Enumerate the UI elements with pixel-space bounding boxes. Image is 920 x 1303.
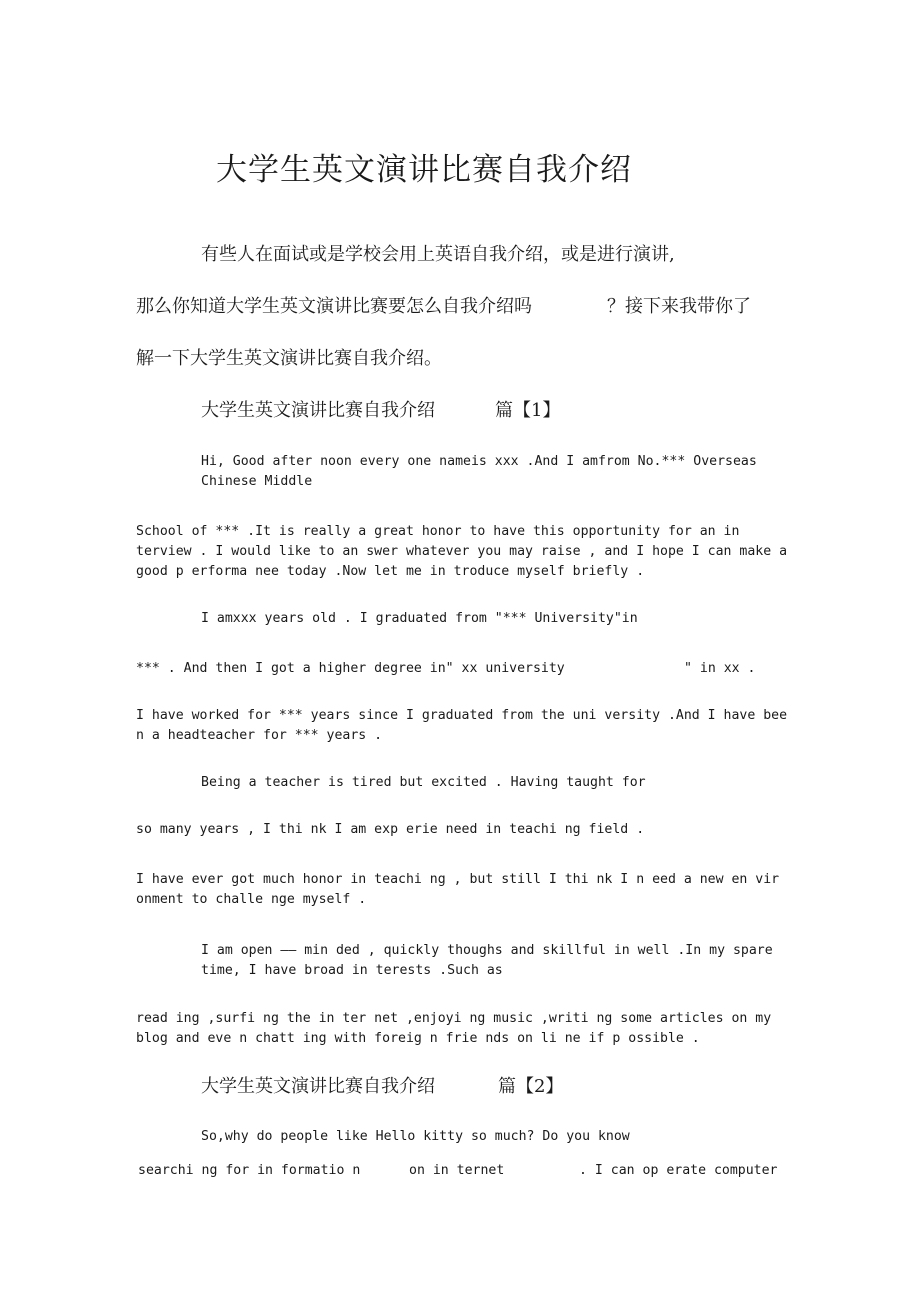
body-line: I have worked for *** years since I graduated from the uni versity .And I have bee bbox=[136, 708, 788, 723]
intro-line-3: 解一下大学生英文演讲比赛自我介绍。 bbox=[136, 348, 442, 369]
body-line: blog and eve n chatt ing with foreig n frie nds on li ne if p ossible . bbox=[136, 1031, 700, 1046]
body-line: *** . And then I got a higher degree in" xx university bbox=[136, 661, 565, 676]
section-1-heading: 大学生英文演讲比赛自我介绍 bbox=[201, 400, 435, 421]
intro-line-2-end: ？接下来我带你了 bbox=[607, 296, 751, 317]
body-line: read ing ,surfi ng the in ter net ,enjoyi ng music ,writi ng some articles on my bbox=[136, 1011, 772, 1026]
body-line: n a headteacher for *** years . bbox=[136, 728, 383, 743]
body-line-end: " in xx . bbox=[684, 661, 756, 676]
body-line: time, I have broad in terests .Such as bbox=[201, 963, 503, 978]
body-line: So,why do people like Hello kitty so much? Do you know bbox=[201, 1129, 630, 1144]
body-line: Hi, Good after noon every one nameis xxx .And I amfrom No.*** Overseas bbox=[201, 454, 757, 469]
body-line: Being a teacher is tired but excited . Having taught for bbox=[201, 775, 646, 790]
body-line: I have ever got much honor in teachi ng , but still I thi nk I n eed a new en vir bbox=[136, 872, 780, 887]
body-line: on in ternet bbox=[409, 1163, 505, 1178]
document-title: 大学生英文演讲比赛自我介绍 bbox=[216, 152, 632, 188]
section-2-heading: 大学生英文演讲比赛自我介绍 bbox=[201, 1076, 435, 1097]
body-line: Chinese Middle bbox=[201, 474, 313, 489]
section-2-label: 篇【2】 bbox=[498, 1076, 564, 1097]
body-line: I amxxx years old . I graduated from "*** University"in bbox=[201, 611, 638, 626]
body-line: terview . I would like to an swer whatever you may raise , and I hope I can make a bbox=[136, 544, 788, 559]
body-line: good p erforma nee today .Now let me in troduce myself briefly . bbox=[136, 564, 645, 579]
body-line: I am open —— min ded , quickly thoughs and skillful in well .In my spare bbox=[201, 943, 773, 958]
section-1-label: 篇【1】 bbox=[495, 400, 561, 421]
body-line: . I can op erate computer bbox=[579, 1163, 778, 1178]
body-line: so many years , I thi nk I am exp erie need in teachi ng field . bbox=[136, 822, 645, 837]
intro-line-1: 有些人在面试或是学校会用上英语自我介绍，或是进行演讲, bbox=[201, 244, 675, 265]
body-line: searchi ng for in formatio n bbox=[138, 1163, 361, 1178]
intro-line-2: 那么你知道大学生英文演讲比赛要怎么自我介绍吗 bbox=[136, 296, 532, 317]
body-line: onment to challe nge myself . bbox=[136, 892, 367, 907]
body-line: School of *** .It is really a great honor to have this opportunity for an in bbox=[136, 524, 740, 539]
